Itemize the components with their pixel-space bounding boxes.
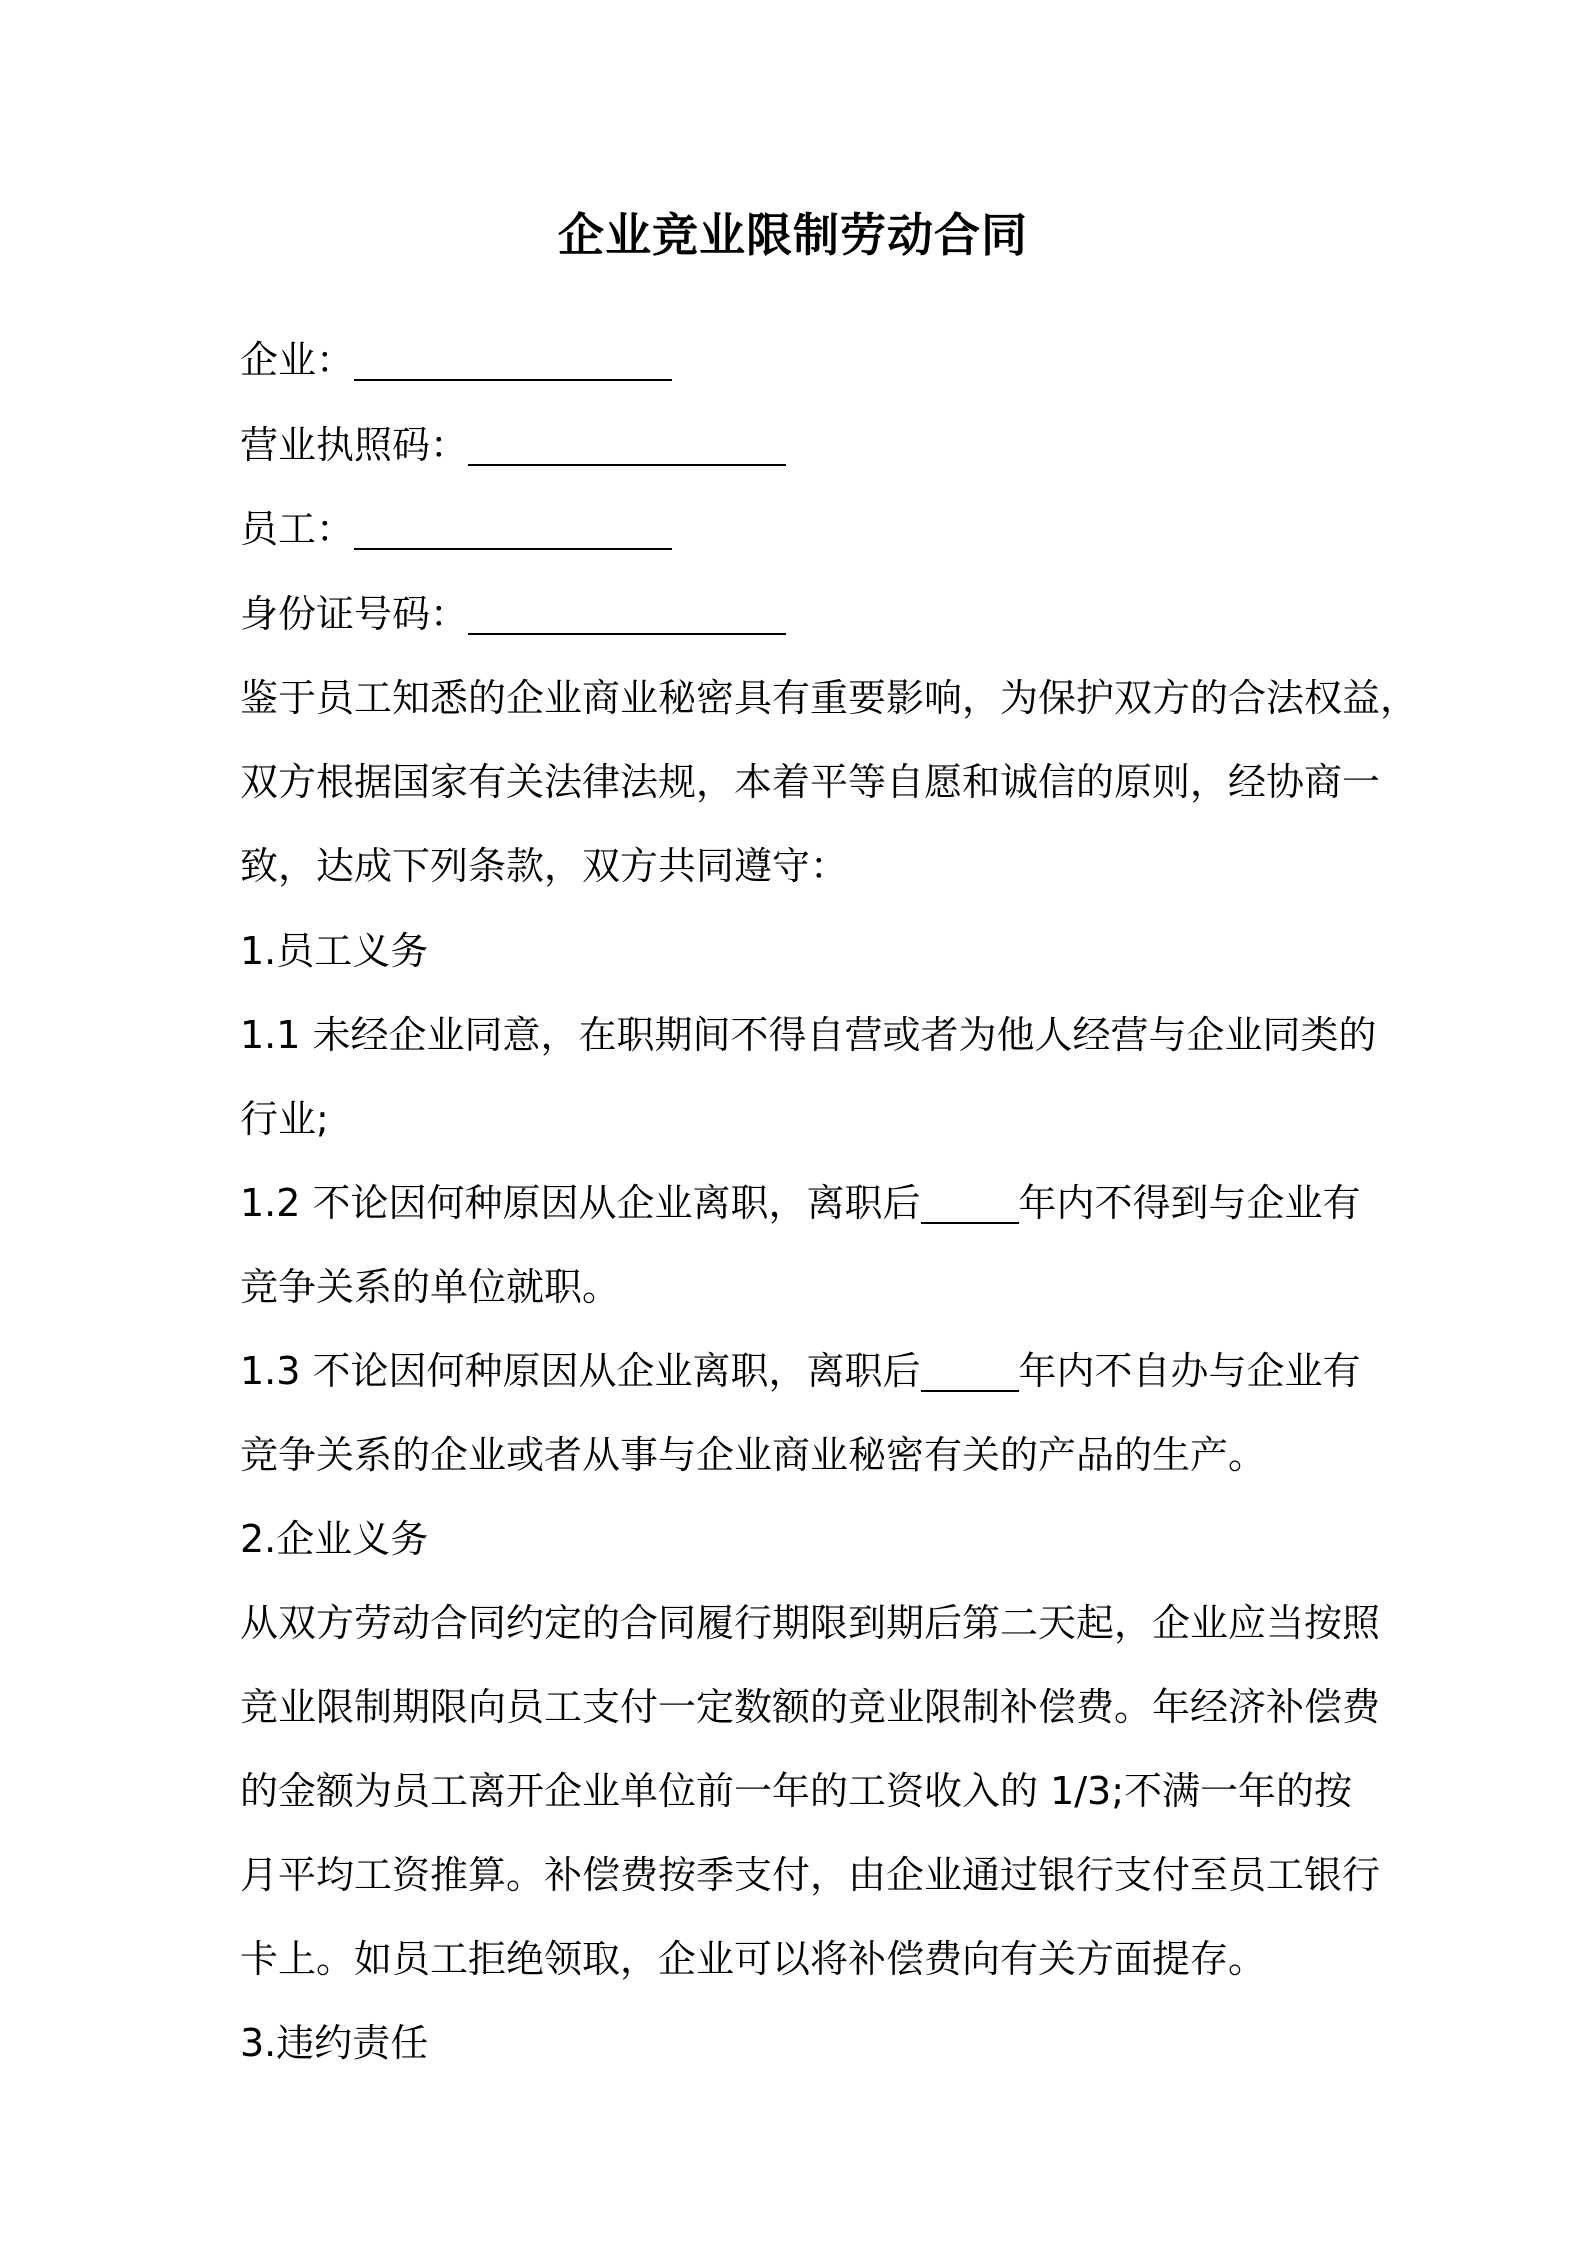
clause-line: 竞争关系的企业或者从事与企业商业秘密有关的产品的生产。 bbox=[240, 1433, 1267, 1477]
clause-line: 月平均工资推算。补偿费按季支付，由企业通过银行支付至员工银行 bbox=[240, 1853, 1381, 1897]
employee-blank bbox=[354, 508, 672, 550]
year-blank bbox=[921, 1350, 1019, 1392]
id-label: 身份证号码： bbox=[240, 592, 469, 636]
id-blank bbox=[468, 593, 786, 635]
document-title: 企业竞业限制劳动合同 bbox=[558, 208, 1028, 262]
clause-line: 的金额为员工离开企业单位前一年的工资收入的 1/3;不满一年的按 bbox=[240, 1769, 1353, 1813]
id-field bbox=[240, 589, 786, 639]
clause-line: 竞业限制期限向员工支付一定数额的竞业限制补偿费。年经济补偿费 bbox=[240, 1685, 1381, 1729]
company-blank bbox=[354, 339, 672, 381]
clause-text: 年内不自办与企业有 bbox=[1018, 1349, 1361, 1393]
clause-line: 1.1 未经企业同意，在职期间不得自营或者为他人经营与企业同类的 bbox=[240, 1013, 1377, 1057]
company-field bbox=[240, 335, 672, 385]
year-blank bbox=[921, 1182, 1019, 1224]
clause-text: 年内不得到与企业有 bbox=[1018, 1181, 1361, 1225]
clause-line bbox=[240, 1346, 1361, 1396]
clause-line: 竞争关系的单位就职。 bbox=[240, 1265, 621, 1309]
clause-text: 1.3 不论因何种原因从企业离职，离职后 bbox=[240, 1349, 921, 1393]
employee-field bbox=[240, 504, 672, 554]
preamble-line: 双方根据国家有关法律法规，本着平等自愿和诚信的原则，经协商一 bbox=[240, 760, 1381, 804]
clause-line: 从双方劳动合同约定的合同履行期限到期后第二天起，企业应当按照 bbox=[240, 1601, 1381, 1645]
section-heading: 2.企业义务 bbox=[240, 1517, 429, 1561]
license-field bbox=[240, 420, 786, 470]
preamble-line: 致，达成下列条款，双方共同遵守： bbox=[240, 844, 849, 888]
employee-label: 员工： bbox=[240, 507, 355, 551]
section-heading: 1.员工义务 bbox=[240, 929, 429, 973]
clause-line: 卡上。如员工拒绝领取，企业可以将补偿费向有关方面提存。 bbox=[240, 1937, 1267, 1981]
section-heading: 3.违约责任 bbox=[240, 2021, 429, 2065]
clause-text: 1.2 不论因何种原因从企业离职，离职后 bbox=[240, 1181, 921, 1225]
clause-line bbox=[240, 1178, 1361, 1228]
company-label: 企业： bbox=[240, 338, 355, 382]
preamble-line: 鉴于员工知悉的企业商业秘密具有重要影响，为保护双方的合法权益， bbox=[240, 676, 1419, 720]
license-blank bbox=[468, 424, 786, 466]
license-label: 营业执照码： bbox=[240, 423, 469, 467]
clause-line: 行业; bbox=[240, 1097, 329, 1141]
